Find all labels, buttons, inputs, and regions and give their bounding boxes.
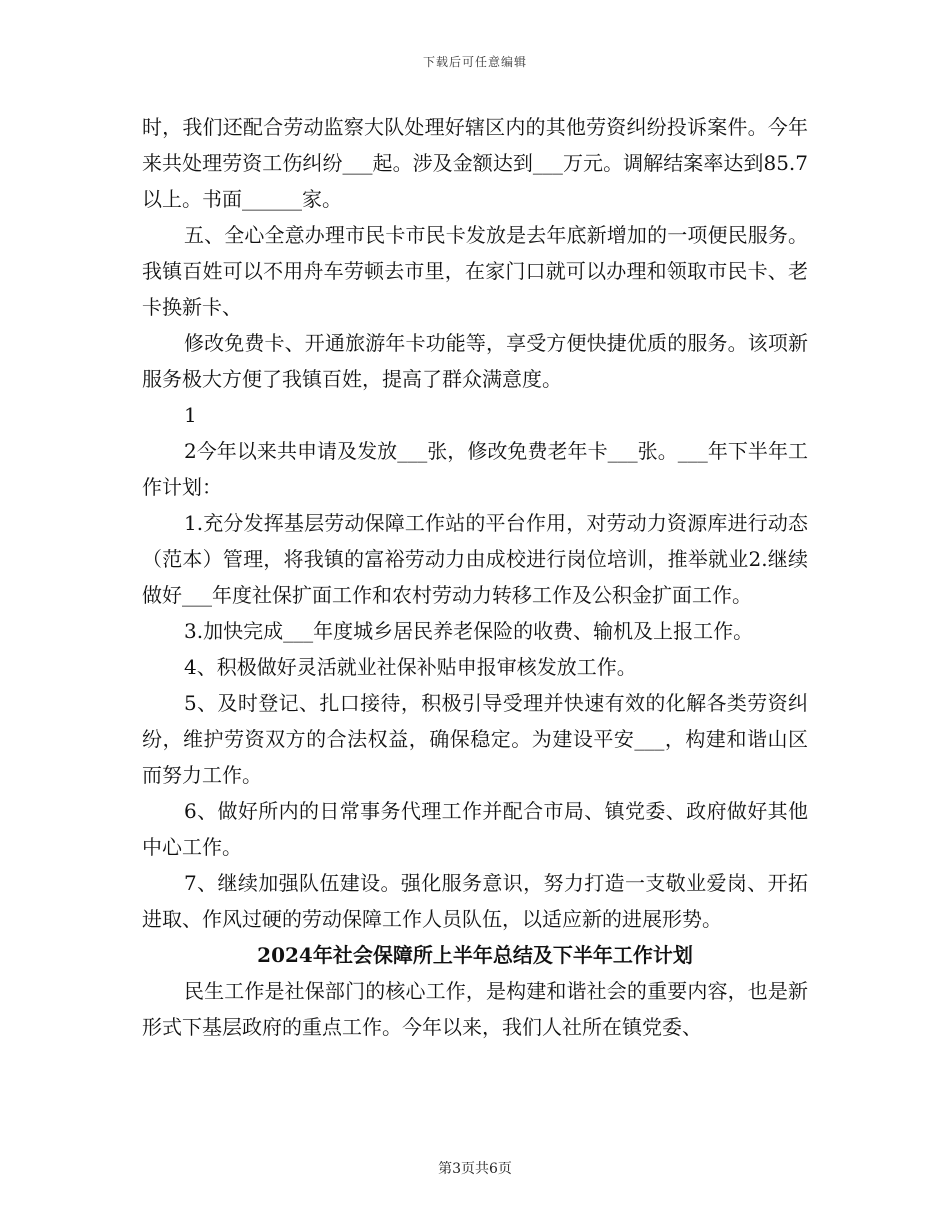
paragraph-5: 2今年以来共申请及发放___张，修改免费老年卡___张。___年下半年工作计划： xyxy=(142,439,808,499)
paragraph-1: 时，我们还配合劳动监察大队处理好辖区内的其他劳资纠纷投诉案件。今年来共处理劳资工伤纠纷___起。涉及金额达到___万元。调解结案率达到85.7以上。书面______家。 xyxy=(142,115,808,211)
page-footer: 第3页共6页 xyxy=(438,1161,512,1177)
paragraph-8: 4、积极做好灵活就业社保补贴申报审核发放工作。 xyxy=(184,655,637,679)
section-title: 2024年社会保障所上半年总结及下半年工作计划 xyxy=(257,943,693,967)
paragraph-6: 1.充分发挥基层劳动保障工作站的平台作用，对劳动力资源库进行动态（范本）管理，将我镇的富裕劳动力由成校进行岗位培训，推举就业2.继续做好___年度社保扩面工作和农村劳动力转移工作及公积金扩面工作。 xyxy=(142,511,808,607)
paragraph-4: 1 xyxy=(184,403,197,427)
paragraph-11: 7、继续加强队伍建设。强化服务意识，努力打造一支敬业爱岗、开拓进取、作风过硬的劳动保障工作人员队伍，以适应新的进展形势。 xyxy=(142,871,808,931)
paragraph-10: 6、做好所内的日常事务代理工作并配合市局、镇党委、政府做好其他中心工作。 xyxy=(142,799,808,859)
paragraph-9: 5、及时登记、扎口接待，积极引导受理并快速有效的化解各类劳资纠纷，维护劳资双方的合法权益，确保稳定。为建设平安___，构建和谐山区而努力工作。 xyxy=(142,691,808,787)
paragraph-3: 修改免费卡、开通旅游年卡功能等，享受方便快捷优质的服务。该项新服务极大方便了我镇百姓，提高了群众满意度。 xyxy=(142,331,808,391)
page-header: 下载后可任意编辑 xyxy=(422,55,527,69)
document-body xyxy=(142,109,808,1045)
paragraph-7: 3.加快完成___年度城乡居民养老保险的收费、输机及上报工作。 xyxy=(184,619,754,643)
closing-paragraph: 民生工作是社保部门的核心工作，是构建和谐社会的重要内容，也是新形式下基层政府的重点工作。今年以来，我们人社所在镇党委、 xyxy=(142,979,808,1039)
paragraph-2: 五、全心全意办理市民卡市民卡发放是去年底新增加的一项便民服务。我镇百姓可以不用舟车劳顿去市里，在家门口就可以办理和领取市民卡、老卡换新卡、 xyxy=(142,223,808,319)
